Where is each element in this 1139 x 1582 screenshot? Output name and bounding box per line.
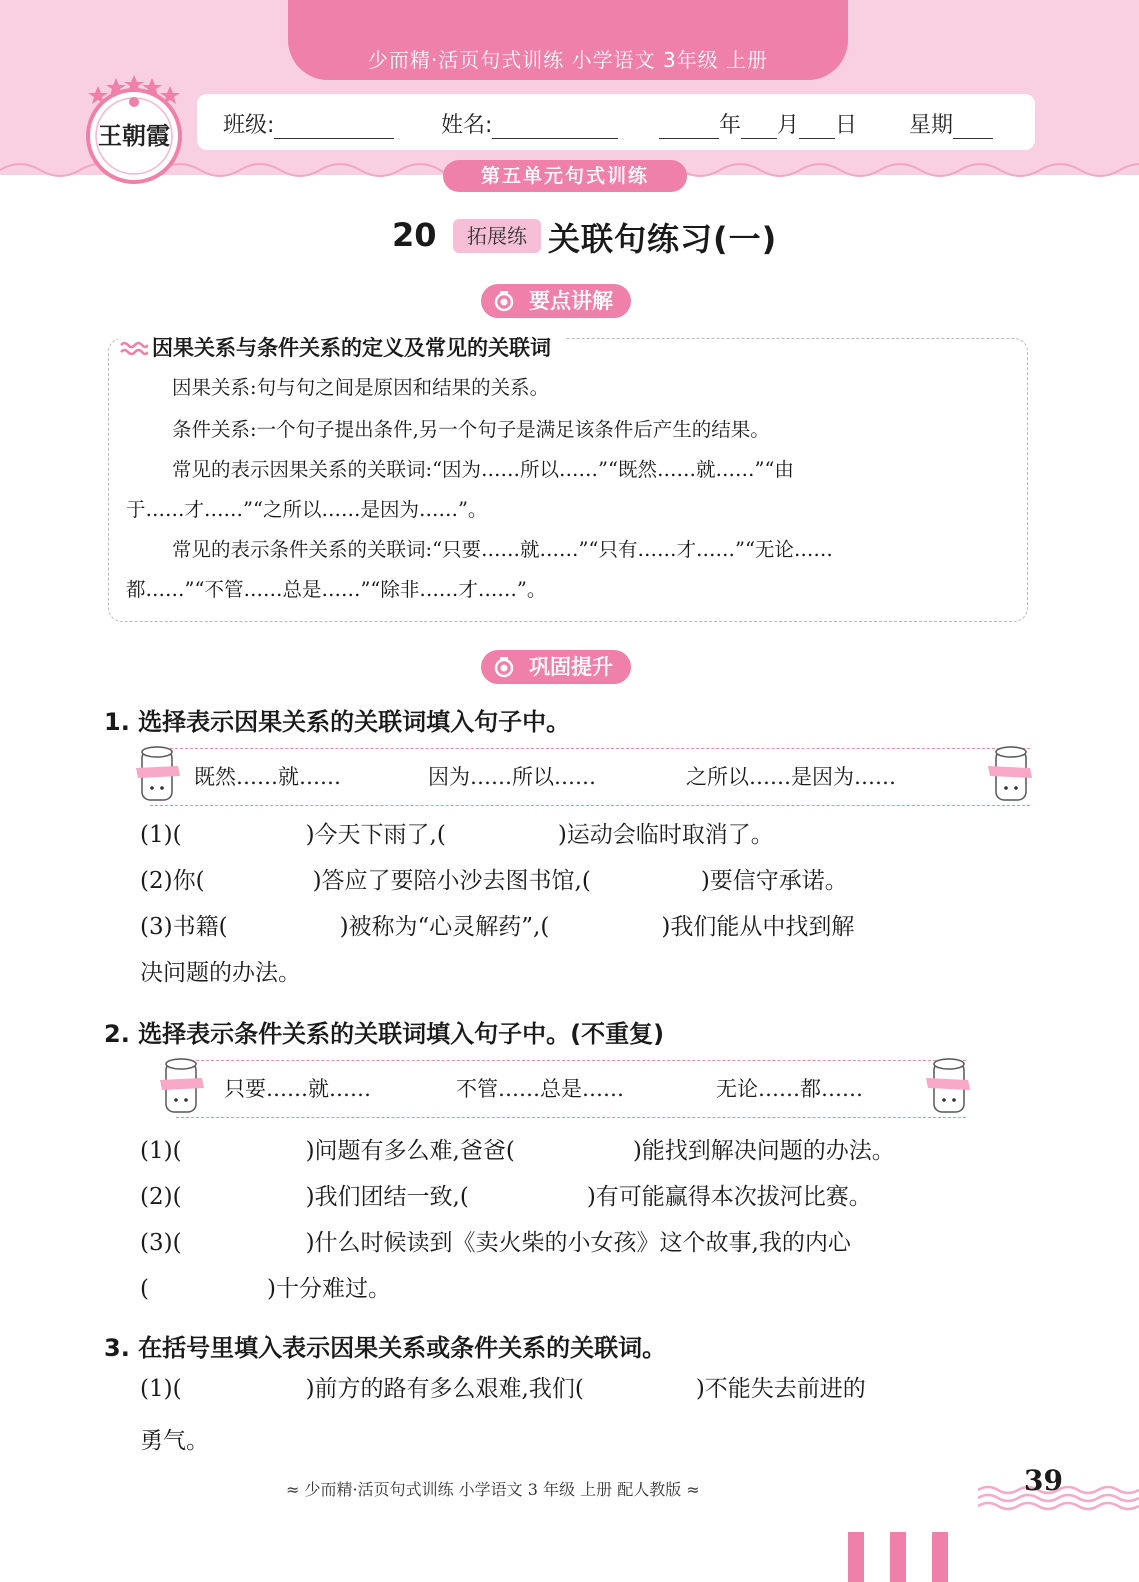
practice-section-pill bbox=[481, 650, 631, 684]
wave-icon bbox=[120, 340, 148, 358]
unit-label: 第五单元句式训练 bbox=[443, 160, 687, 192]
key-points-section-pill bbox=[481, 284, 631, 318]
brand-logo bbox=[78, 68, 190, 188]
question-2-item-1[interactable]: (1)( )问题有多么难,爸爸( )能找到解决问题的办法。 bbox=[140, 1138, 895, 1164]
svg-text:王朝霞: 王朝霞 bbox=[98, 121, 170, 150]
scroll-mascot-icon bbox=[922, 1056, 974, 1120]
key-point-line: 常见的表示因果关系的关联词:“因为……所以……”“既然……就……”“由 bbox=[172, 458, 794, 481]
question-2-item-3-cont[interactable]: ( )十分难过。 bbox=[140, 1276, 391, 1302]
scroll-mascot-icon bbox=[984, 744, 1036, 808]
word-option: 无论……都…… bbox=[716, 1077, 863, 1101]
question-2-item-2[interactable]: (2)( )我们团结一致,( )有可能赢得本次拔河比赛。 bbox=[140, 1184, 872, 1210]
date-field[interactable]: 年 月 日 bbox=[659, 108, 857, 139]
scroll-mascot-icon bbox=[132, 744, 184, 808]
key-point-line: 因果关系:句与句之间是原因和结果的关系。 bbox=[172, 376, 550, 399]
lesson-number: 20 bbox=[392, 216, 437, 254]
practice-section-label: 巩固提升 bbox=[529, 655, 613, 679]
wave-icon: ≈ bbox=[681, 1480, 700, 1499]
word-option: 只要……就…… bbox=[224, 1077, 371, 1101]
word-bank-2 bbox=[176, 1060, 966, 1118]
medal-icon bbox=[493, 290, 515, 312]
word-option: 之所以……是因为…… bbox=[686, 765, 896, 789]
key-points-heading: 因果关系与条件关系的定义及常见的关联词 bbox=[118, 333, 565, 363]
key-point-line: 条件关系:一个句子提出条件,另一个句子是满足该条件后产生的结果。 bbox=[172, 418, 770, 441]
edge-tab-mark bbox=[890, 1532, 906, 1582]
word-option: 既然……就…… bbox=[194, 765, 341, 789]
question-1-item-2[interactable]: (2)你( )答应了要陪小沙去图书馆,( )要信守承诺。 bbox=[140, 868, 848, 894]
question-2-item-3[interactable]: (3)( )什么时候读到《卖火柴的小女孩》这个故事,我的内心 bbox=[140, 1230, 851, 1256]
question-3-title: 3. 在括号里填入表示因果关系或条件关系的关联词。 bbox=[104, 1334, 667, 1362]
key-points-section-label: 要点讲解 bbox=[529, 289, 613, 313]
class-field[interactable]: 班级: bbox=[223, 108, 394, 139]
footer-text: ≈ 少而精·活页句式训练 小学语文 3 年级 上册 配人教版 ≈ bbox=[286, 1480, 700, 1499]
lesson-tag: 拓展练 bbox=[453, 219, 541, 253]
name-field[interactable]: 姓名: bbox=[441, 108, 618, 139]
weekday-field[interactable]: 星期 bbox=[909, 108, 993, 139]
question-3-item-1[interactable]: (1)( )前方的路有多么艰难,我们( )不能失去前进的 bbox=[140, 1376, 866, 1402]
wave-icon: ≈ bbox=[286, 1480, 305, 1499]
word-option: 因为……所以…… bbox=[428, 765, 596, 789]
word-option: 不管……总是…… bbox=[456, 1077, 624, 1101]
edge-tab-mark bbox=[848, 1532, 864, 1582]
key-point-line: 都……”“不管……总是……”“除非……才……”。 bbox=[126, 578, 547, 601]
key-point-line: 常见的表示条件关系的关联词:“只要……就……”“只有……才……”“无论…… bbox=[172, 538, 833, 561]
medal-icon bbox=[493, 656, 515, 678]
word-bank-1 bbox=[150, 748, 1030, 806]
question-1-item-3[interactable]: (3)书籍( )被称为“心灵解药”,( )我们能从中找到解 bbox=[140, 914, 855, 940]
question-1-item-3-cont: 决问题的办法。 bbox=[140, 960, 301, 986]
page-number: 39 bbox=[1024, 1464, 1063, 1497]
question-3-item-1-cont: 勇气。 bbox=[140, 1428, 209, 1454]
student-info-bar bbox=[197, 94, 1035, 150]
lesson-title: 关联句练习(一) bbox=[548, 220, 778, 258]
scroll-mascot-icon bbox=[156, 1056, 208, 1120]
key-point-line: 于……才……”“之所以……是因为……”。 bbox=[126, 498, 488, 521]
question-2-title: 2. 选择表示条件关系的关联词填入句子中。(不重复) bbox=[104, 1020, 665, 1048]
question-1-item-1[interactable]: (1)( )今天下雨了,( )运动会临时取消了。 bbox=[140, 822, 774, 848]
edge-tab-mark bbox=[932, 1532, 948, 1582]
question-1-title: 1. 选择表示因果关系的关联词填入句子中。 bbox=[104, 708, 571, 736]
series-title: 少而精·活页句式训练 小学语文 3年级 上册 bbox=[367, 48, 769, 72]
